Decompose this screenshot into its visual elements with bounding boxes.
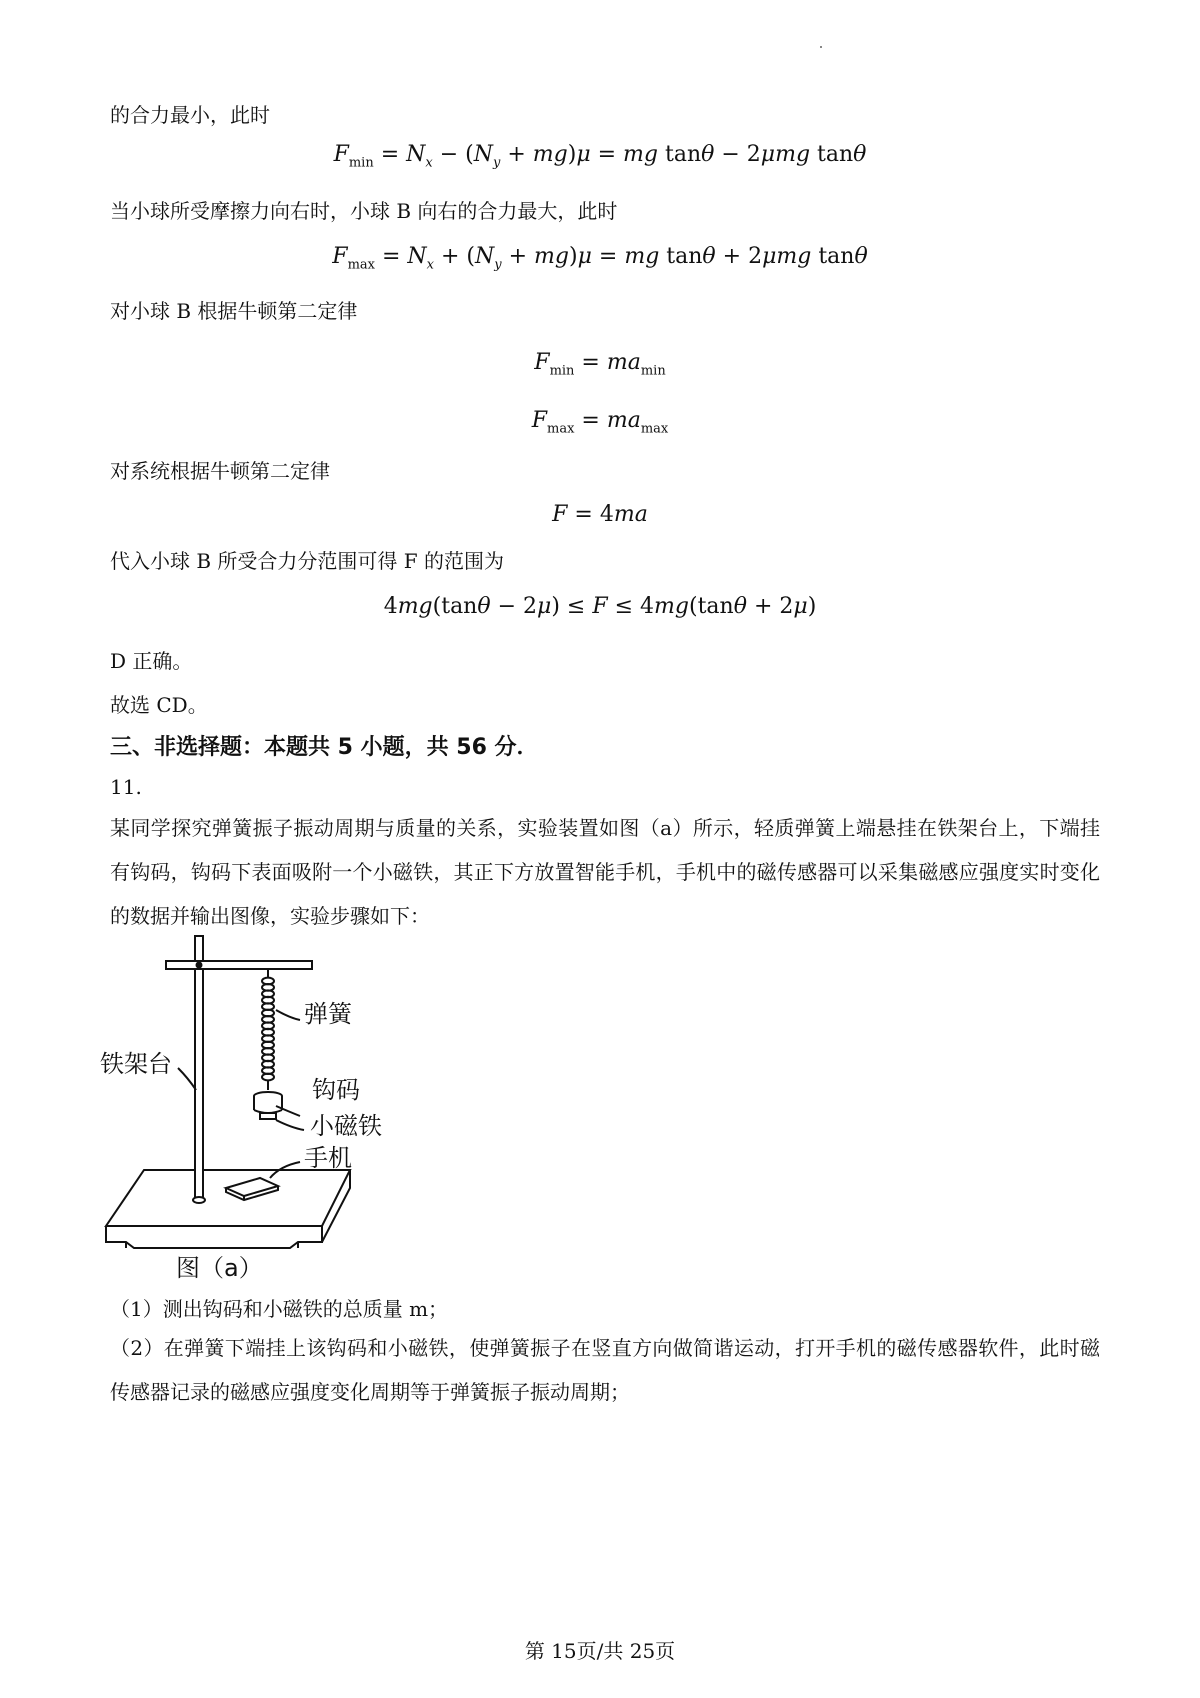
- question-number: 11.: [110, 775, 142, 799]
- formula-fmin-ma: $F_{min} = ma_{min}$: [534, 350, 666, 379]
- question-text: 某同学探究弹簧振子振动周期与质量的关系，实验装置如图（a）所示，轻质弹簧上端悬挂在铁架台上，下端挂有钩码，钩码下表面吸附一个小磁铁，其正下方放置智能手机，手机中的磁传感器可以采集磁感应强度实时变化的数据并输出图像，实验步骤如下：: [110, 816, 1100, 928]
- label-stand: 铁架台: [100, 1050, 172, 1078]
- formula-fmin: $F_{min} = N_x - (N_y + mg)\mu$ = mg tanθ − 2μmg tanθ: [333, 142, 867, 171]
- text-line: 对小球 B 根据牛顿第二定律: [110, 299, 358, 323]
- apparatus-figure: [100, 930, 430, 1286]
- text-line: 故选 CD。: [110, 693, 208, 717]
- label-spring: 弹簧: [304, 1000, 352, 1028]
- text-line: 当小球所受摩擦力向右时，小球 B 向右的合力最大，此时: [110, 199, 618, 223]
- text-line: 代入小球 B 所受合力分范围可得 F 的范围为: [110, 549, 505, 573]
- scan-dot: [820, 46, 822, 48]
- step-2: （2）在弹簧下端挂上该钩码和小磁铁，使弹簧振子在竖直方向做简谐运动，打开手机的磁传感器软件，此时磁传感器记录的磁感应强度变化周期等于弹簧振子振动周期；: [110, 1336, 1100, 1404]
- text-line: 对系统根据牛顿第二定律: [110, 459, 330, 483]
- figure-caption: 图（a）: [176, 1254, 263, 1282]
- text-line: D 正确。: [110, 649, 193, 673]
- formula-fmax-ma: $F_{max} = ma_{max}$: [531, 408, 669, 437]
- label-magnet: 小磁铁: [310, 1112, 382, 1140]
- section-heading: 三、非选择题：本题共 5 小题，共 56 分．: [110, 735, 539, 760]
- formula-system: F = 4ma: [552, 502, 648, 527]
- page-footer: 第 15页/共 25页: [524, 1639, 676, 1663]
- label-weight: 钩码: [312, 1076, 360, 1104]
- label-phone: 手机: [304, 1144, 352, 1172]
- step-1: （1）测出钩码和小磁铁的总质量 m；: [110, 1297, 449, 1321]
- formula-range: 4mg(tanθ − 2μ) ≤ F ≤ 4mg(tanθ + 2μ): [383, 594, 817, 619]
- formula-fmax: $F_{max} = N_x + (N_y + mg)\mu$ = mg tanθ + 2μmg tanθ: [332, 244, 868, 273]
- text-line: 的合力最小，此时: [110, 103, 270, 127]
